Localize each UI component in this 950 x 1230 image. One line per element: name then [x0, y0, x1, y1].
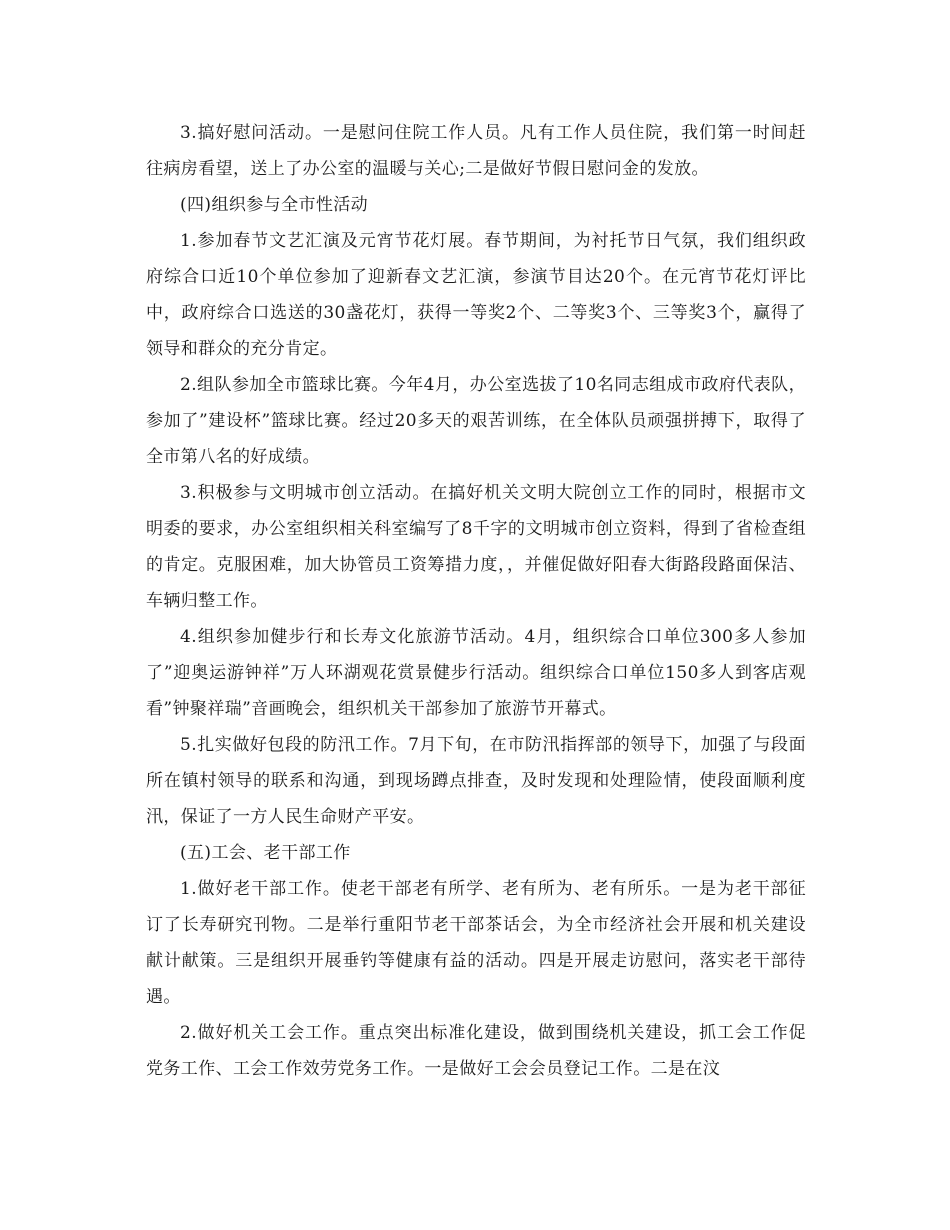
document-body: [146, 115, 806, 1087]
paragraph-flood-control: 5.扎实做好包段的防汛工作。7月下旬，在市防汛指挥部的领导下，加强了与段面所在镇村领导的联系和沟通，到现场蹲点排查，及时发现和处理险情，使段面顺利度汛，保证了一方人民生命财产平安。: [146, 735, 806, 827]
paragraph-retired-cadres-work: 1.做好老干部工作。使老干部老有所学、老有所为、老有所乐。一是为老干部征订了长寿研究刊物。二是举行重阳节老干部茶话会，为全市经济社会开展和机关建设献计献策。三是组织开展垂钓等健康有益的活动。四是开展走访慰问，落实老干部待遇。: [146, 879, 806, 1007]
paragraph-spring-festival-show: 1.参加春节文艺汇演及元宵节花灯展。春节期间，为衬托节日气氛，我们组织政府综合口近10个单位参加了迎新春文艺汇演，参演节目达20个。在元宵节花灯评比中，政府综合口选送的30盏花灯，获得一等奖2个、二等奖3个、三等奖3个，赢得了领导和群众的充分肯定。: [146, 231, 806, 359]
paragraph-basketball-match: 2.组队参加全市篮球比赛。今年4月，办公室选拔了10名同志组成市政府代表队，参加了”建设杯”篮球比赛。经过20多天的艰苦训练，在全体队员顽强拼搏下，取得了全市第八名的好成绩。: [146, 375, 806, 467]
section-heading-union-retired-cadres: (五)工会、老干部工作: [180, 843, 351, 863]
paragraph-civilized-city: 3.积极参与文明城市创立活动。在搞好机关文明大院创立工作的同时，根据市文明委的要求，办公室组织相关科室编写了8千字的文明城市创立资料，得到了省检查组的肯定。克服困难，加大协管员工资筹措力度，，并催促做好阳春大街路段路面保洁、车辆归整工作。: [146, 483, 806, 611]
paragraph-union-work: 2.做好机关工会工作。重点突出标准化建设，做到围绕机关建设，抓工会工作促党务工作、工会工作效劳党务工作。一是做好工会会员登记工作。二是在汶: [146, 1023, 806, 1079]
section-heading-citywide-activities: (四)组织参与全市性活动: [180, 195, 369, 215]
paragraph-walking-tourism-festival: 4.组织参加健步行和长寿文化旅游节活动。4月，组织综合口单位300多人参加了”迎奥运游钟祥”万人环湖观花赏景健步行活动。组织综合口单位150多人到客店观看”钟聚祥瑞”音画晚会，组织机关干部参加了旅游节开幕式。: [146, 627, 806, 719]
paragraph-condolence-activities: 3.搞好慰问活动。一是慰问住院工作人员。凡有工作人员住院，我们第一时间赶往病房看望，送上了办公室的温暖与关心;二是做好节假日慰问金的发放。: [146, 123, 806, 179]
